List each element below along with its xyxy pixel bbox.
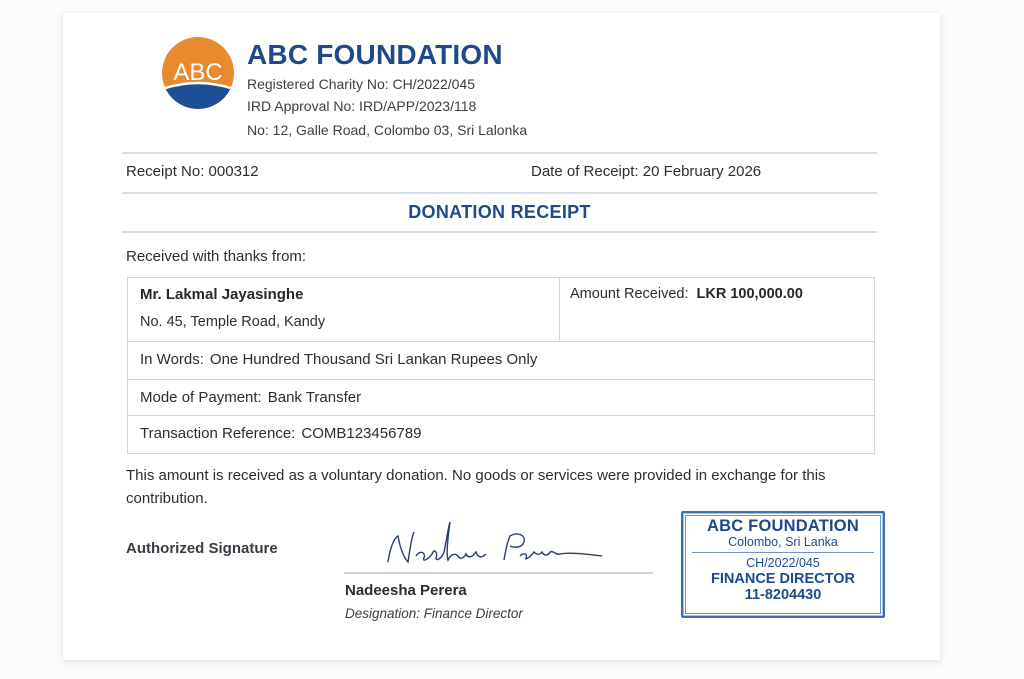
donor-cell (128, 278, 560, 341)
amount-value: LKR 100,000.00 (696, 286, 803, 302)
divider (122, 152, 877, 154)
in-words-label: In Words: (140, 351, 204, 368)
signature-line (344, 572, 653, 574)
logo-text: ABC (173, 59, 223, 86)
signer-designation: Designation: Finance Director (345, 606, 523, 621)
stamp-divider (692, 552, 874, 553)
divider (122, 231, 877, 233)
authorized-signature-label: Authorized Signature (126, 540, 278, 557)
stamp-city: Colombo, Sri Lanka (728, 535, 838, 549)
handwritten-signature-icon (380, 518, 610, 578)
stamp-organization: ABC FOUNDATION (707, 517, 859, 535)
signer-name: Nadeesha Perera (345, 582, 467, 599)
transaction-reference-row (128, 416, 874, 453)
abc-logo-icon (162, 37, 234, 109)
in-words-value: One Hundred Thousand Sri Lankan Rupees Only (209, 351, 538, 368)
donor-address: No. 45, Temple Road, Kandy (140, 314, 326, 330)
amount-cell (560, 278, 874, 341)
payment-mode-value: Bank Transfer (267, 389, 362, 406)
registered-charity-number: Registered Charity No: CH/2022/045 (247, 76, 476, 92)
transaction-reference-label: Transaction Reference: (140, 425, 296, 442)
divider (122, 192, 877, 194)
receipt-date: Date of Receipt: 20 February 2026 (531, 163, 762, 180)
donation-details-table (127, 277, 875, 454)
amount-label: Amount Received: (570, 286, 689, 302)
donor-row (128, 278, 874, 342)
stamp-phone: 11-8204430 (744, 587, 822, 603)
donation-disclaimer: This amount is received as a voluntary donation. No goods or services were provided in exchange for this contribution. (126, 467, 826, 507)
amount-received (570, 286, 803, 302)
transaction-reference-value: COMB123456789 (301, 425, 422, 442)
official-stamp (681, 511, 885, 618)
document-title: DONATION RECEIPT (408, 202, 591, 222)
payment-mode-row (128, 380, 874, 416)
donor-name: Mr. Lakmal Jayasinghe (140, 286, 304, 303)
in-words-row (128, 342, 874, 380)
organization-address: No: 12, Galle Road, Colombo 03, Sri Lalonka (247, 122, 528, 138)
stamp-title: FINANCE DIRECTOR (711, 571, 855, 587)
organization-name: ABC FOUNDATION (247, 39, 503, 70)
receipt-number: Receipt No: 000312 (126, 163, 259, 180)
payment-mode-label: Mode of Payment: (140, 389, 262, 406)
stamp-registration-number: CH/2022/045 (746, 556, 820, 570)
received-from-label: Received with thanks from: (126, 248, 307, 265)
ird-approval-number: IRD Approval No: IRD/APP/2023/118 (247, 98, 477, 114)
